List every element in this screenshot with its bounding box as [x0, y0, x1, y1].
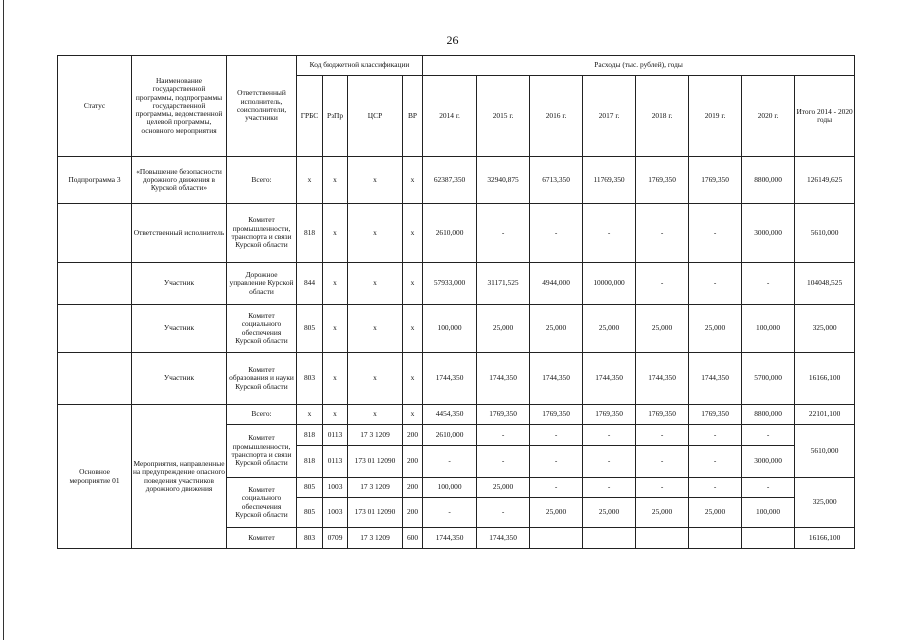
value-cell: -: [689, 446, 742, 478]
header-budget-code: Код бюджетной классификации: [297, 56, 423, 76]
csr-cell: 17 3 1209: [348, 528, 403, 549]
role-cell: Участник: [132, 305, 227, 353]
grbs-cell: 818: [297, 425, 323, 446]
total-cell: 104048,525: [795, 263, 855, 305]
header-row-1: [58, 56, 855, 76]
header-name: Наименование государственной программы, подпрограммы государственной программы, ведомственной целевой программы, основного мероприятия: [132, 56, 227, 157]
value-cell: 1744,350: [423, 528, 477, 549]
csr-cell: 173 01 12090: [348, 498, 403, 528]
status-cell: Основное мероприятие 01: [58, 405, 132, 549]
value-cell: -: [689, 263, 742, 305]
value-cell: -: [423, 498, 477, 528]
vr-cell: х: [403, 157, 423, 204]
executor-cell: Комитет социального обеспечения Курской области: [227, 478, 297, 528]
table-row: [58, 353, 855, 405]
value-cell: 25,000: [530, 305, 583, 353]
value-cell: 2610,000: [423, 204, 477, 263]
header-executor: Ответственный исполнитель, соисполнители, участники: [227, 56, 297, 157]
value-cell: -: [477, 425, 530, 446]
value-cell: -: [477, 498, 530, 528]
table-row: [58, 204, 855, 263]
rzpr-cell: 0113: [323, 446, 348, 478]
page-number: 26: [446, 33, 459, 47]
page-left-rule: [3, 0, 4, 640]
header-vr: ВР: [403, 76, 423, 157]
value-cell: 2610,000: [423, 425, 477, 446]
value-cell: 25,000: [530, 498, 583, 528]
grbs-cell: х: [297, 157, 323, 204]
value-cell: -: [583, 204, 636, 263]
value-cell: 1744,350: [423, 353, 477, 405]
value-cell: 11769,350: [583, 157, 636, 204]
rzpr-cell: х: [323, 353, 348, 405]
executor-cell: Комитет промышленности, транспорта и связи Курской области: [227, 204, 297, 263]
value-cell: 62387,350: [423, 157, 477, 204]
csr-cell: х: [348, 157, 403, 204]
value-cell: -: [636, 425, 689, 446]
value-cell: [742, 528, 795, 549]
value-cell: 1744,350: [530, 353, 583, 405]
csr-cell: 17 3 1209: [348, 425, 403, 446]
total-cell: 325,000: [795, 305, 855, 353]
csr-cell: х: [348, 204, 403, 263]
value-cell: 1769,350: [689, 405, 742, 425]
name-cell: «Повышение безопасности дорожного движения в Курской области»: [132, 157, 227, 204]
value-cell: 25,000: [689, 498, 742, 528]
status-cell: [58, 263, 132, 305]
value-cell: 25,000: [583, 498, 636, 528]
grbs-cell: 803: [297, 528, 323, 549]
vr-cell: 200: [403, 498, 423, 528]
vr-cell: х: [403, 305, 423, 353]
value-cell: 1744,350: [583, 353, 636, 405]
executor-cell: Комитет: [227, 528, 297, 549]
header-year-2016: 2016 г.: [530, 76, 583, 157]
table-row: [58, 305, 855, 353]
role-cell: Ответственный исполнитель: [132, 204, 227, 263]
value-cell: 5700,000: [742, 353, 795, 405]
value-cell: 8800,000: [742, 157, 795, 204]
value-cell: -: [583, 425, 636, 446]
table-row: [58, 263, 855, 305]
grbs-cell: 818: [297, 446, 323, 478]
status-cell: [58, 204, 132, 263]
value-cell: 100,000: [423, 478, 477, 498]
value-cell: 31171,525: [477, 263, 530, 305]
vr-cell: 200: [403, 425, 423, 446]
executor-cell: Всего:: [227, 405, 297, 425]
executor-cell: Комитет социального обеспечения Курской области: [227, 305, 297, 353]
csr-cell: х: [348, 405, 403, 425]
role-cell: Участник: [132, 263, 227, 305]
value-cell: -: [636, 446, 689, 478]
value-cell: -: [530, 425, 583, 446]
total-cell: 325,000: [795, 478, 855, 528]
value-cell: 1769,350: [689, 157, 742, 204]
value-cell: 1769,350: [583, 405, 636, 425]
value-cell: 100,000: [742, 498, 795, 528]
vr-cell: 600: [403, 528, 423, 549]
rzpr-cell: 0113: [323, 425, 348, 446]
header-expenses: Расходы (тыс. рублей), годы: [423, 56, 855, 76]
header-total: Итого 2014 - 2020 годы: [795, 76, 855, 157]
header-year-2015: 2015 г.: [477, 76, 530, 157]
value-cell: 25,000: [636, 498, 689, 528]
value-cell: -: [636, 478, 689, 498]
rzpr-cell: 1003: [323, 478, 348, 498]
rzpr-cell: 0709: [323, 528, 348, 549]
header-year-2018: 2018 г.: [636, 76, 689, 157]
value-cell: -: [636, 204, 689, 263]
budget-table: [57, 55, 855, 549]
header-year-2017: 2017 г.: [583, 76, 636, 157]
vr-cell: х: [403, 405, 423, 425]
value-cell: -: [423, 446, 477, 478]
value-cell: 1744,350: [477, 528, 530, 549]
value-cell: -: [530, 446, 583, 478]
grbs-cell: 805: [297, 305, 323, 353]
header-grbs: ГРБС: [297, 76, 323, 157]
grbs-cell: х: [297, 405, 323, 425]
total-cell: 22101,100: [795, 405, 855, 425]
total-cell: 5610,000: [795, 204, 855, 263]
vr-cell: х: [403, 263, 423, 305]
table-row: [58, 405, 855, 425]
rzpr-cell: х: [323, 204, 348, 263]
total-cell: 5610,000: [795, 425, 855, 478]
vr-cell: х: [403, 353, 423, 405]
value-cell: 6713,350: [530, 157, 583, 204]
value-cell: -: [689, 425, 742, 446]
value-cell: -: [477, 446, 530, 478]
value-cell: 10000,000: [583, 263, 636, 305]
grbs-cell: 805: [297, 478, 323, 498]
value-cell: 25,000: [636, 305, 689, 353]
header-year-2014: 2014 г.: [423, 76, 477, 157]
vr-cell: х: [403, 204, 423, 263]
value-cell: -: [742, 478, 795, 498]
name-cell: Мероприятия, направленные на предупреждение опасного поведения участников дорожного движения: [132, 405, 227, 549]
value-cell: -: [477, 204, 530, 263]
value-cell: 3000,000: [742, 204, 795, 263]
value-cell: 4944,000: [530, 263, 583, 305]
grbs-cell: 818: [297, 204, 323, 263]
status-cell: [58, 353, 132, 405]
value-cell: 25,000: [477, 478, 530, 498]
value-cell: 1769,350: [636, 405, 689, 425]
value-cell: 1769,350: [477, 405, 530, 425]
value-cell: 1769,350: [636, 157, 689, 204]
rzpr-cell: х: [323, 157, 348, 204]
header-rzpr: РзПр: [323, 76, 348, 157]
value-cell: 100,000: [423, 305, 477, 353]
total-cell: 16166,100: [795, 528, 855, 549]
value-cell: [689, 528, 742, 549]
header-year-2019: 2019 г.: [689, 76, 742, 157]
status-cell: Подпрограмма 3: [58, 157, 132, 204]
executor-cell: Всего:: [227, 157, 297, 204]
executor-cell: Комитет образования и науки Курской области: [227, 353, 297, 405]
rzpr-cell: 1003: [323, 498, 348, 528]
header-csr: ЦСР: [348, 76, 403, 157]
vr-cell: 200: [403, 446, 423, 478]
value-cell: 32940,875: [477, 157, 530, 204]
value-cell: 57933,000: [423, 263, 477, 305]
vr-cell: 200: [403, 478, 423, 498]
value-cell: -: [689, 478, 742, 498]
value-cell: 1744,350: [689, 353, 742, 405]
value-cell: 4454,350: [423, 405, 477, 425]
value-cell: 8800,000: [742, 405, 795, 425]
value-cell: [530, 528, 583, 549]
value-cell: 1744,350: [636, 353, 689, 405]
value-cell: 3000,000: [742, 446, 795, 478]
grbs-cell: 805: [297, 498, 323, 528]
value-cell: -: [742, 425, 795, 446]
value-cell: 25,000: [689, 305, 742, 353]
status-cell: [58, 305, 132, 353]
value-cell: -: [689, 204, 742, 263]
rzpr-cell: х: [323, 405, 348, 425]
value-cell: [636, 528, 689, 549]
csr-cell: х: [348, 305, 403, 353]
csr-cell: х: [348, 263, 403, 305]
value-cell: [583, 528, 636, 549]
csr-cell: х: [348, 353, 403, 405]
csr-cell: 17 3 1209: [348, 478, 403, 498]
value-cell: 100,000: [742, 305, 795, 353]
value-cell: -: [530, 204, 583, 263]
value-cell: 1769,350: [530, 405, 583, 425]
csr-cell: 173 01 12090: [348, 446, 403, 478]
value-cell: -: [583, 478, 636, 498]
value-cell: -: [636, 263, 689, 305]
value-cell: -: [530, 478, 583, 498]
value-cell: -: [742, 263, 795, 305]
grbs-cell: 844: [297, 263, 323, 305]
value-cell: 25,000: [477, 305, 530, 353]
executor-cell: Дорожное управление Курской области: [227, 263, 297, 305]
rzpr-cell: х: [323, 263, 348, 305]
header-year-2020: 2020 г.: [742, 76, 795, 157]
grbs-cell: 803: [297, 353, 323, 405]
value-cell: 25,000: [583, 305, 636, 353]
total-cell: 16166,100: [795, 353, 855, 405]
value-cell: -: [583, 446, 636, 478]
rzpr-cell: х: [323, 305, 348, 353]
total-cell: 126149,625: [795, 157, 855, 204]
role-cell: Участник: [132, 353, 227, 405]
header-status: Статус: [58, 56, 132, 157]
table-row: [58, 157, 855, 204]
executor-cell: Комитет промышленности, транспорта и связи Курской области: [227, 425, 297, 478]
value-cell: 1744,350: [477, 353, 530, 405]
